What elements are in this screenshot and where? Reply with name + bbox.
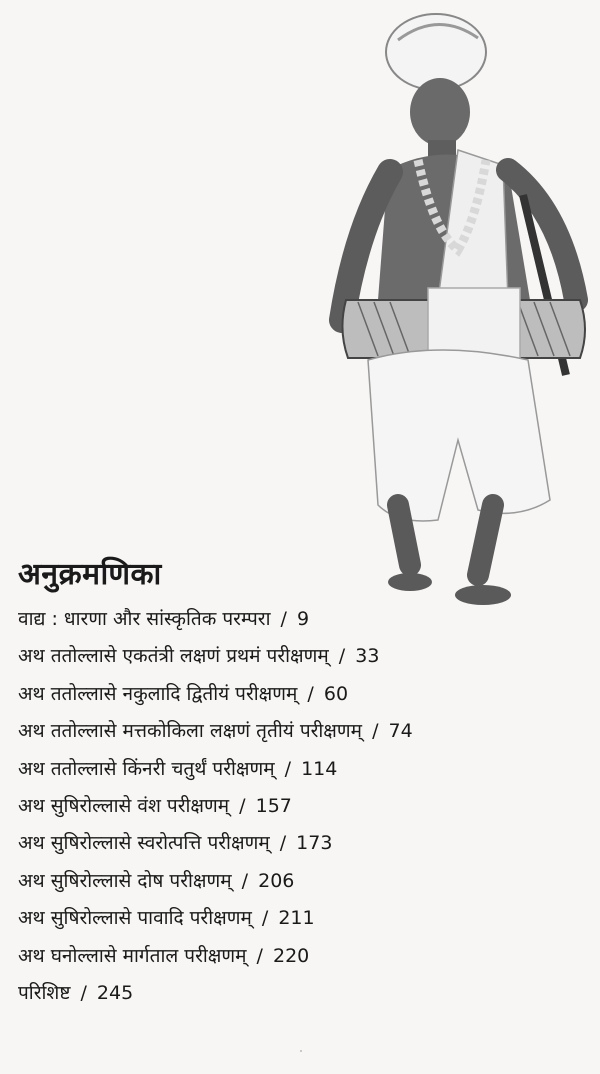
toc-item: परिशिष्ट / 245	[18, 981, 134, 1004]
toc-item-page: 173	[296, 832, 333, 855]
toc-item: अथ सुषिरोल्लासे पावादि परीक्षणम् / 211	[18, 907, 315, 930]
toc-title: अनुक्रमणिका	[18, 557, 162, 592]
toc-item: वाद्य : धारणा और सांस्कृतिक परम्परा / 9	[18, 608, 310, 630]
toc-item-page: 60	[323, 682, 349, 705]
drummer-photo	[318, 0, 600, 612]
toc-item-page: 114	[301, 757, 338, 780]
toc-item-page: 157	[255, 794, 292, 817]
toc-item: अथ ततोल्लासे नकुलादि द्वितीयं परीक्षणम् / 60	[18, 682, 349, 705]
toc-item: अथ सुषिरोल्लासे दोष परीक्षणम् / 206	[18, 869, 295, 892]
toc-item-page: 9	[296, 608, 310, 630]
toc-item: अथ ततोल्लासे मत्तकोकिला लक्षणं तृतीयं परीक्षणम् / 74	[18, 720, 413, 743]
toc-item: अथ घनोल्लासे मार्गताल परीक्षणम् / 220	[18, 944, 310, 967]
toc-item-text: अथ ततोल्लासे एकतंत्री लक्षणं प्रथमं परीक्षणम्	[18, 645, 329, 668]
toc-item-page: 245	[96, 981, 134, 1004]
toc-item-text: अथ ततोल्लासे नकुलादि द्वितीयं परीक्षणम्	[18, 682, 298, 705]
toc-item-text: अथ सुषिरोल्लासे दोष परीक्षणम्	[18, 869, 232, 892]
toc-list	[18, 601, 588, 1012]
page-speck	[300, 1050, 302, 1052]
toc-item: अथ ततोल्लासे किंनरी चतुर्थं परीक्षणम् / 114	[18, 757, 338, 780]
toc-item: अथ सुषिरोल्लासे स्वरोत्पत्ति परीक्षणम् / 173	[18, 832, 333, 855]
toc-item-text: अथ घनोल्लासे मार्गताल परीक्षणम्	[18, 944, 247, 967]
toc-item-text: परिशिष्ट	[18, 981, 71, 1004]
toc-item-text: अथ सुषिरोल्लासे स्वरोत्पत्ति परीक्षणम्	[18, 832, 270, 855]
toc-item-text: अथ सुषिरोल्लासे वंश परीक्षणम्	[18, 794, 230, 817]
toc-item: अथ ततोल्लासे एकतंत्री लक्षणं प्रथमं परीक्षणम् / 33	[18, 645, 380, 668]
table-of-contents	[18, 552, 588, 1012]
toc-item-page: 33	[355, 645, 380, 668]
toc-item-text: वाद्य : धारणा और सांस्कृतिक परम्परा	[18, 608, 271, 630]
drummer-figure-icon	[318, 0, 600, 612]
toc-item-page: 220	[273, 944, 310, 967]
toc-item-text: अथ सुषिरोल्लासे पावादि परीक्षणम्	[18, 907, 252, 930]
toc-item: अथ सुषिरोल्लासे वंश परीक्षणम् / 157	[18, 794, 292, 817]
toc-item-page: 211	[278, 907, 315, 930]
toc-item-page: 206	[258, 869, 295, 892]
toc-item-text: अथ ततोल्लासे किंनरी चतुर्थं परीक्षणम्	[18, 757, 275, 780]
toc-item-text: अथ ततोल्लासे मत्तकोकिला लक्षणं तृतीयं परीक्षणम्	[18, 720, 363, 743]
toc-item-page: 74	[388, 720, 413, 743]
